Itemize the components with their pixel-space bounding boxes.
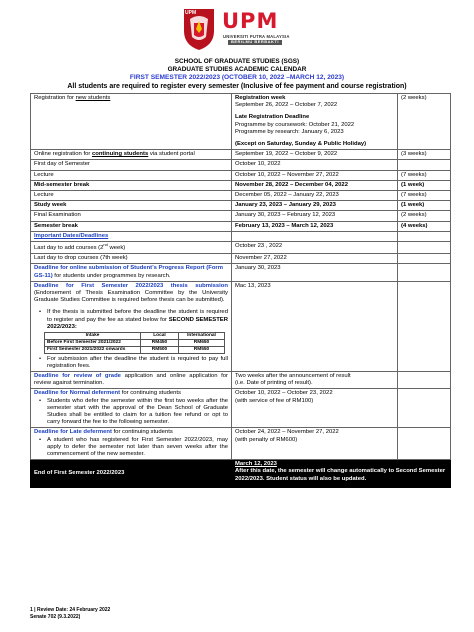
row-date [232, 389, 398, 428]
row-label: Study week [31, 201, 232, 211]
row-duration: (1 week) [398, 201, 451, 211]
label-text: for continuing students [120, 390, 182, 397]
end-note: After this date, the semester will change automatically to Second Semester 2022/2023. Student status will also be updated. [235, 468, 446, 482]
page-footer [30, 607, 110, 620]
row-label [31, 428, 232, 460]
table-row [31, 264, 451, 281]
fee-international: RM650 [179, 339, 225, 346]
registration-week-dates: September 26, 2022 – October 7, 2022 [235, 102, 338, 109]
row-label [31, 231, 232, 241]
footer-senate: Senate 702 (9.3.2022) [30, 613, 81, 620]
row-duration: (3 weeks) [398, 150, 451, 160]
row-label: Mid-semester break [31, 180, 232, 190]
table-row [31, 221, 451, 231]
table-row [31, 94, 451, 150]
row-label [31, 389, 232, 428]
grade-date-note: (i.e. Date of printing of result). [235, 380, 313, 387]
logo-motto: BERILMU BERBAKTI [228, 40, 282, 45]
bullet-text: If the thesis is submitted before the deadline the student is required to register and pay the fee as stated below for [47, 309, 228, 323]
row-label: Last day to drop courses (7th week) [31, 254, 232, 264]
label-text: (Endorsement of Thesis Examination Committee by the University Graduate Studies Committee is required before thesis can be submitted). [34, 290, 228, 304]
upm-logo [174, 7, 304, 55]
row-date: January 30, 2023 – February 12, 2023 [232, 211, 398, 221]
row-label [31, 281, 232, 371]
fee-table [44, 332, 225, 354]
row-duration: (2 weeks) [398, 211, 451, 221]
normal-defer-fee: (with service of fee of RM100) [235, 397, 314, 404]
table-row [31, 211, 451, 221]
label-text: for continuing students [111, 429, 173, 436]
row-label: Semester break [31, 221, 232, 231]
row-label [31, 150, 232, 160]
label-highlight: Deadline for online submission of Student’s Progress Report (Form GS-11) [34, 265, 223, 279]
logo-shield-text: UPM [185, 10, 197, 16]
except-note: (Except on Saturday, Sunday & Public Holiday) [235, 141, 367, 148]
fee-intake-label: First Semester 2021/2022 onwards [45, 346, 141, 353]
late-registration-title: Late Registration Deadline [235, 114, 310, 121]
row-date: Mac 13, 2023 [232, 281, 398, 371]
row-label [31, 94, 232, 150]
fee-header-intake: Intake [45, 333, 141, 340]
late-research: Programme by research: January 6, 2023 [235, 128, 344, 135]
label-highlight: Deadline for Late deferment [34, 429, 112, 436]
row-date: December 05, 2022 – January 22, 2023 [232, 191, 398, 201]
label-sup: nd [103, 242, 108, 248]
label-highlight: Deadline for First Semester 2022/2023 thesis submission [34, 282, 228, 289]
row-date: October 10, 2022 [232, 160, 398, 170]
row-duration [398, 264, 451, 281]
label-text: via student portal [148, 151, 195, 158]
row-date: January 23, 2023 – January 29, 2023 [232, 201, 398, 211]
label-text: for students under programmes by research. [52, 272, 171, 279]
label-text: week) [107, 245, 126, 252]
fee-international: RM550 [179, 346, 225, 353]
late-defer-penalty: (with penalty of RM600) [235, 436, 298, 443]
late-defer-dates: October 24, 2022 – November 27, 2022 [235, 429, 339, 436]
table-row [31, 231, 451, 241]
row-label [31, 264, 232, 281]
normal-defer-dates: October 10, 2022 – October 23, 2022 [235, 390, 333, 397]
row-date [232, 428, 398, 460]
late-coursework: Programme by coursework: October 21, 2022 [235, 121, 355, 128]
list-item: • Students who defer the semester within the first two weeks after the semester start with the approval of the Dean School of Graduate Studies shall be entitled to claim for a tuition fee refund or opt to carry forward the fee to the following semester. [39, 398, 228, 427]
table-row [31, 170, 451, 180]
row-duration [398, 231, 451, 241]
row-date [232, 371, 398, 388]
footer-review-date: 1 | Review Date: 24 February 2022 [30, 607, 111, 613]
semester-title: FIRST SEMESTER 2022/2023 (OCTOBER 10, 2022 –MARCH 12, 2023) [129, 74, 345, 81]
row-date: September 19, 2022 – October 9, 2022 [232, 150, 398, 160]
fee-intake-label: Before First Semester 2021/2022 [45, 339, 141, 346]
table-row [31, 460, 451, 488]
row-duration [398, 242, 451, 254]
row-label: Lecture [31, 170, 232, 180]
table-row [31, 389, 451, 428]
grade-date-line: Two weeks after the announcement of result [235, 372, 351, 379]
row-date: February 13, 2023 – March 12, 2023 [232, 221, 398, 231]
row-duration: (4 weeks) [398, 221, 451, 231]
table-row [31, 180, 451, 190]
fee-header-local: Local [141, 333, 179, 340]
registration-notice: All students are required to register every semester (Inclusive of fee payment and course registration) [67, 83, 407, 90]
table-row [31, 242, 451, 254]
row-label: Final Examination [31, 211, 232, 221]
fee-local: RM500 [141, 346, 179, 353]
row-label: Lecture [31, 191, 232, 201]
row-duration [398, 254, 451, 264]
row-duration: (7 weeks) [398, 191, 451, 201]
row-label [31, 242, 232, 254]
calendar-title: GRADUATE STUDIES ACADEMIC CALENDAR [167, 66, 307, 73]
row-duration: (7 weeks) [398, 170, 451, 180]
row-duration [398, 428, 451, 460]
table-row [31, 201, 451, 211]
label-text: Last day to add courses (2 [34, 245, 104, 252]
table-row [31, 254, 451, 264]
logo-university-name: UNIVERSITI PUTRA MALAYSIA [223, 34, 290, 39]
important-dates-heading: Important Dates/Deadlines [34, 232, 109, 239]
logo-brand: UPM [222, 9, 279, 33]
row-label: First day of Semester [31, 160, 232, 170]
row-date: October 10, 2022 – November 27, 2022 [232, 170, 398, 180]
list-item: • For submission after the deadline the student is required to pay full registration fees. [39, 356, 228, 370]
fee-local: RM450 [141, 339, 179, 346]
row-date: November 28, 2022 – December 04, 2022 [232, 180, 398, 190]
table-row [31, 191, 451, 201]
label-highlight: Deadline for Normal deferment [34, 390, 121, 397]
registration-week-title: Registration week [235, 95, 286, 101]
row-duration [398, 389, 451, 428]
row-duration: (1 week) [398, 180, 451, 190]
school-title: SCHOOL OF GRADUATE STUDIES (SGS) [174, 58, 300, 65]
row-duration [398, 371, 451, 388]
row-date [232, 460, 451, 488]
bullet-bold: SECOND SEMESTER 2022/2023: [47, 316, 228, 330]
row-date: October 23 , 2022 [232, 242, 398, 254]
list-item [39, 309, 228, 331]
label-underlined: continuing students [91, 151, 149, 158]
table-row [31, 281, 451, 371]
label-text: application and online application for review against termination. [34, 372, 228, 387]
calendar-table [30, 93, 451, 488]
row-duration [398, 160, 451, 170]
label-highlight: Deadline for review of grade [34, 372, 121, 379]
row-label [31, 371, 232, 388]
row-duration [398, 281, 451, 371]
row-duration: (2 weeks) [398, 94, 451, 150]
label-text: Registration for [34, 95, 76, 101]
row-date: January 30, 2023 [232, 264, 398, 281]
fee-header-international: International [179, 333, 225, 340]
table-row [31, 371, 451, 388]
row-date: November 27, 2022 [232, 254, 398, 264]
row-label: End of First Semester 2022/2023 [31, 460, 232, 488]
row-date [232, 231, 398, 241]
row-date [232, 94, 398, 150]
label-text: Online registration for [34, 151, 92, 158]
table-row [31, 160, 451, 170]
table-row [31, 150, 451, 160]
label-underlined: new students [75, 95, 111, 101]
end-date: March 12, 2023 [235, 461, 277, 468]
list-item: • A student who has registered for First Semester 2022/2023, may apply to defer the semester not later than seven weeks after the commencement of the new semester. [39, 437, 228, 459]
table-row [31, 428, 451, 460]
